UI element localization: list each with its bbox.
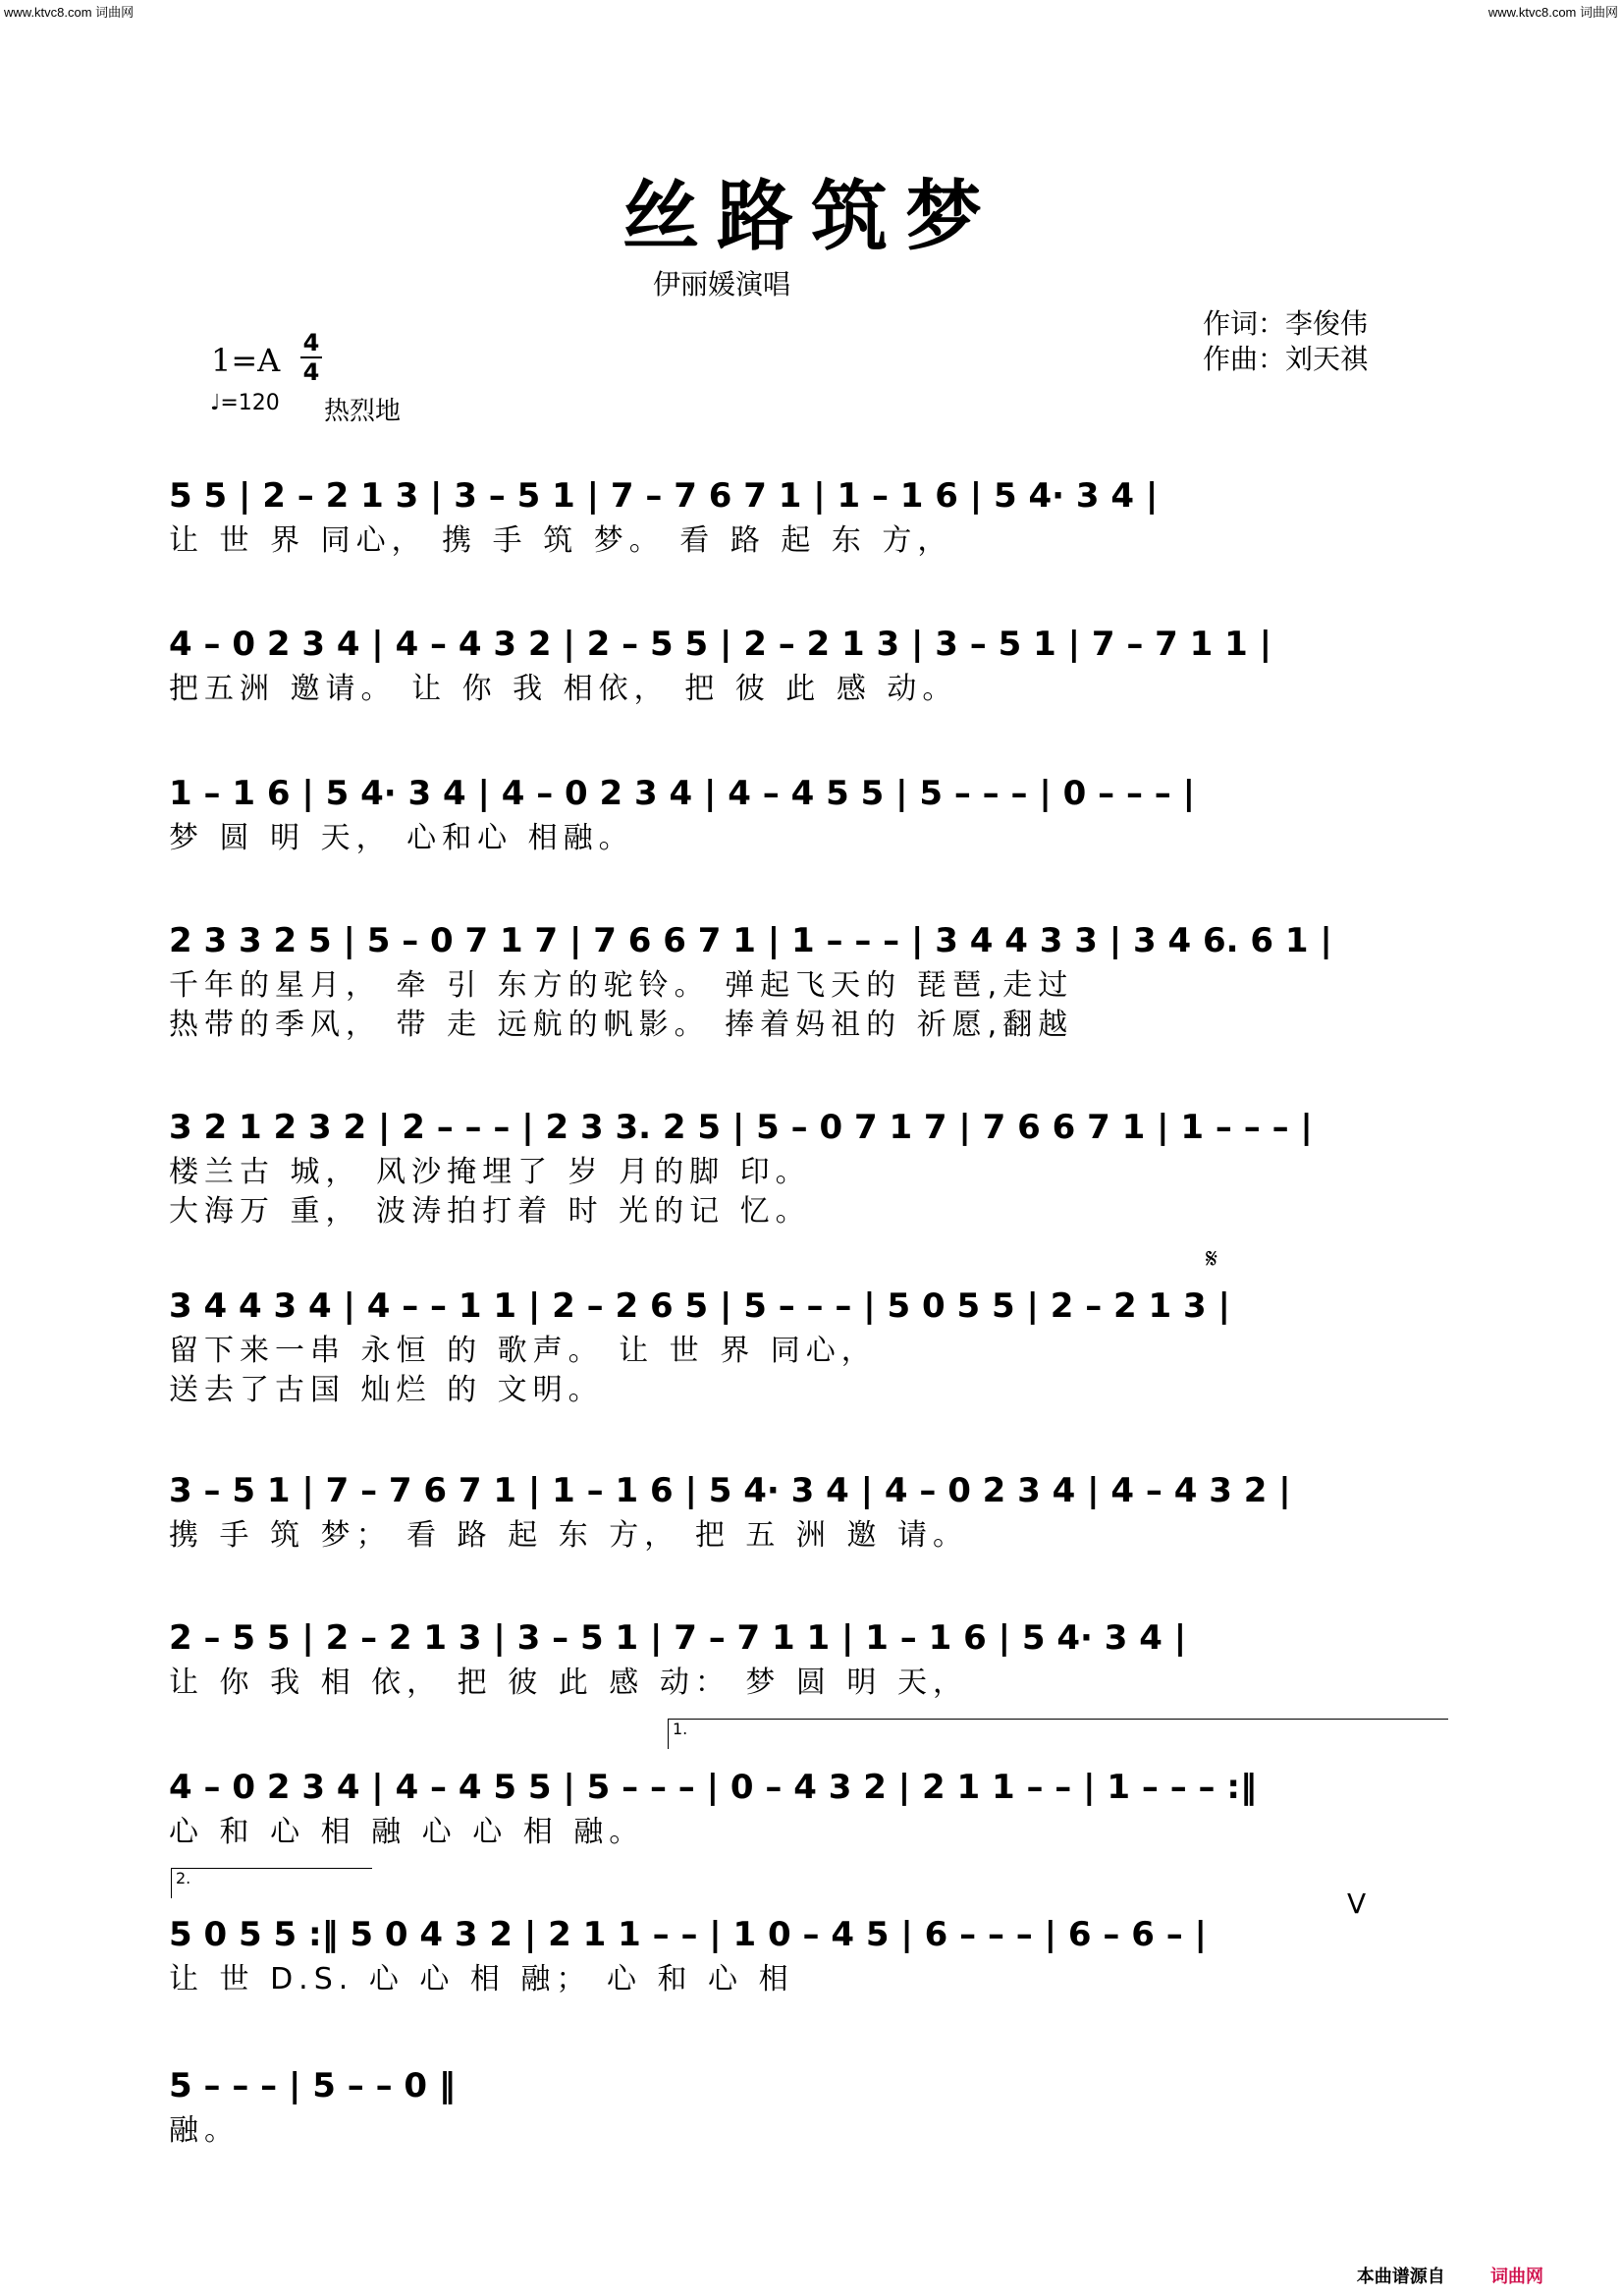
lyrics-row-7-a: 携 手 筑 梦； 看 路 起 东 方， 把 五 洲 邀 请。 xyxy=(169,1518,968,1553)
lyricist: 作词：李俊伟 xyxy=(1203,307,1369,340)
lyrics-row-6-a: 留下来一串 永恒 的 歌声。 让 世 界 同心， xyxy=(169,1334,877,1368)
notes-row-2: 4 – 0 2 3 4 | 4 – 4 3 2 | 2 – 5 5 | 2 – 2 1 3 | 3 – 5 1 | 7 – 7 1 1 | xyxy=(169,625,1272,664)
lyrics-row-8-a: 让 你 我 相 依， 把 彼 此 感 动： 梦 圆 明 天， xyxy=(169,1666,968,1700)
time-signature xyxy=(300,330,322,385)
score-row-5 xyxy=(169,1108,1465,1231)
score-row-9 xyxy=(169,1768,1465,1852)
score-row-8 xyxy=(169,1618,1465,1703)
tempo: ♩=120 xyxy=(210,391,280,415)
footer-brand[interactable]: 词曲网 xyxy=(1490,2267,1543,2287)
notes-row-8: 2 – 5 5 | 2 – 2 1 3 | 3 – 5 1 | 7 – 7 1 1 | 1 – 1 6 | 5 4· 3 4 | xyxy=(169,1618,1187,1658)
score-row-3 xyxy=(169,774,1465,858)
notes-row-5: 3 2 1 2 3 2 | 2 – – – | 2 3 3. 2 5 | 5 – 0 7 1 7 | 7 6 6 7 1 | 1 – – – | xyxy=(169,1108,1313,1147)
footer-source: 本曲谱源自 xyxy=(1356,2267,1445,2287)
lyrics-row-10-a: 让 世 D.S. 心 心 相 融； 心 和 心 相 xyxy=(169,1962,794,1996)
composer: 作曲：刘天祺 xyxy=(1203,343,1369,375)
score-row-10 xyxy=(169,1915,1465,1999)
volta-2: 2. xyxy=(171,1868,372,1898)
expression: 热烈地 xyxy=(324,397,402,426)
lyrics-row-9-a: 心 和 心 相 融 心 心 相 融。 xyxy=(169,1815,645,1849)
lyrics-row-4-a: 千年的星月， 牵 引 东方的驼铃。 弹起飞天的 琵琶,走过 xyxy=(169,968,1074,1003)
notes-row-6: 3 4 4 3 4 | 4 – – 1 1 | 2 – 2 6 5 | 5 – – – | 5 0 5 5 | 2 – 2 1 3 | xyxy=(169,1286,1230,1326)
song-title: 丝路筑梦 xyxy=(622,172,1000,261)
score-row-11 xyxy=(169,2066,1465,2151)
lyrics-row-5-b: 大海万 重， 波涛拍打着 时 光的记 忆。 xyxy=(169,1194,811,1229)
score-row-7 xyxy=(169,1471,1465,1556)
score-row-6 xyxy=(169,1286,1465,1410)
lyrics-row-1-a: 让 世 界 同心， 携 手 筑 梦。 看 路 起 东 方， xyxy=(169,523,953,558)
lyrics-row-6-b: 送去了古国 灿烂 的 文明。 xyxy=(169,1373,604,1407)
header-right: www.ktvc8.com 词曲网 xyxy=(1487,5,1618,20)
volta-1: 1. xyxy=(668,1719,1448,1749)
score-row-1 xyxy=(169,476,1465,561)
score-row-2 xyxy=(169,625,1465,709)
notes-row-9: 4 – 0 2 3 4 | 4 – 4 5 5 | 5 – – – | 0 – 4 3 2 | 2 1 1 – – | 1 – – – :‖ xyxy=(169,1768,1257,1807)
score-row-4 xyxy=(169,921,1465,1045)
notes-row-4: 2 3 3 2 5 | 5 – 0 7 1 7 | 7 6 6 7 1 | 1 – – – | 3 4 4 3 3 | 3 4 6. 6 1 | xyxy=(169,921,1332,960)
segno-mark: 𝄋 xyxy=(1206,1242,1218,1275)
lyrics-row-11-a: 融。 xyxy=(169,2113,240,2148)
footer xyxy=(1357,2263,1543,2288)
time-top: 4 xyxy=(302,329,320,356)
breath-mark: V xyxy=(1347,1887,1367,1920)
notes-row-11: 5 – – – | 5 – – 0 ‖ xyxy=(169,2066,456,2105)
lyrics-row-5-a: 楼兰古 城， 风沙掩埋了 岁 月的脚 印。 xyxy=(169,1155,811,1189)
lyrics-row-3-a: 梦 圆 明 天， 心和心 相融。 xyxy=(169,821,634,855)
notes-row-3: 1 – 1 6 | 5 4· 3 4 | 4 – 0 2 3 4 | 4 – 4 5 5 | 5 – – – | 0 – – – | xyxy=(169,774,1196,813)
notes-row-1: 5 5 | 2 – 2 1 3 | 3 – 5 1 | 7 – 7 6 7 1 | 1 – 1 6 | 5 4· 3 4 | xyxy=(169,476,1159,516)
lyrics-row-2-a: 把五洲 邀请。 让 你 我 相依， 把 彼 此 感 动。 xyxy=(169,672,958,706)
key-signature: 1=A xyxy=(211,342,281,379)
header-left: www.ktvc8.com 词曲网 xyxy=(4,5,135,20)
time-bottom: 4 xyxy=(302,358,320,386)
notes-row-7: 3 – 5 1 | 7 – 7 6 7 1 | 1 – 1 6 | 5 4· 3 4 | 4 – 0 2 3 4 | 4 – 4 3 2 | xyxy=(169,1471,1291,1510)
lyrics-row-4-b: 热带的季风， 带 走 远航的帆影。 捧着妈祖的 祈愿,翻越 xyxy=(169,1008,1074,1042)
notes-row-10: 5 0 5 5 :‖ 5 0 4 3 2 | 2 1 1 – – | 1 0 – 4 5 | 6 – – – | 6 – 6 – | xyxy=(169,1915,1207,1954)
singer: 伊丽媛演唱 xyxy=(652,268,790,301)
